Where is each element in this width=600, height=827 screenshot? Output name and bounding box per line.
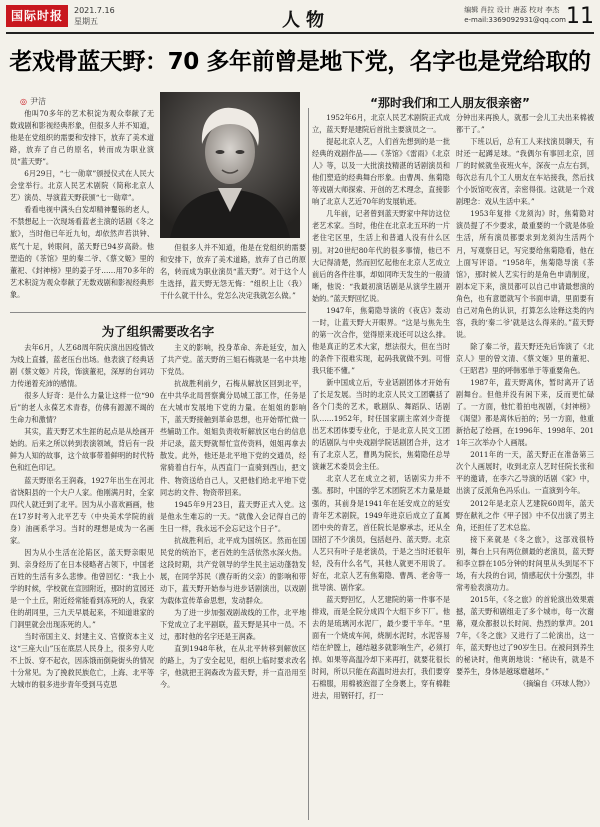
paragraph: 直到1948年秋，在从北平转移到解放区的路上，为了安全起见，组织上临时要求改名字，他就把王润森改为蓝天野，并一直沿用至今。 xyxy=(160,644,306,690)
paragraph: 主义的影响，投身革命、奔赴延安，加入了共产党。蓝天野的三姐石梅就是一名中共地下党员。 xyxy=(160,343,306,377)
editor-credits: 编辑 肖拉 设计 唐蕊 校对 李杰 xyxy=(464,6,560,14)
issue-date: 2021.7.16 xyxy=(74,6,115,15)
section-divider xyxy=(10,312,306,313)
paragraph: 提起北京人艺，人们首先想到的是一批经典的戏剧作品——《茶馆》《雷雨》《北京人》等，以及一大批演技精湛的话剧演员和他们塑造的经典舞台形象。由曹禺、焦菊隐等戏剧大师探索、开创的艺术理念，直接影响了北京人艺近70年的发展轨迹。 xyxy=(312,137,450,207)
paragraph: 分钟出来再换人，就那一会儿工夫出来棉被都干了。” xyxy=(456,113,594,135)
byline xyxy=(20,96,46,107)
article-column-2b xyxy=(160,342,306,822)
article-column-1b xyxy=(10,342,154,822)
newspaper-logo: 国际时报 xyxy=(6,5,68,27)
paragraph: 1952年6月，北京人民艺术剧院正式成立，蓝天野是建院后首批主要演员之一。 xyxy=(312,113,450,135)
issue-weekday: 星期五 xyxy=(74,17,98,26)
paragraph: 几年前，记者曾到蓝天野家中拜访这位老艺术家。当时，他住在北京北五环的一片老住宅区里，生活上和普通人没有什么区别。对20世纪80年代的很多事情，他已不大记得清楚，然而回忆起他在北京人艺成立前后的各件往事，却如同昨天发生的一般清晰，他说：“我最初演话剧是从演学生剧开始的。”蓝天野回忆说。 xyxy=(312,209,450,303)
paragraph: 1953年复排《龙须沟》时，焦菊隐对演员提了不少要求，最重要的一个就是体验生活，所有演员都要求到龙须沟生活两个月，写观察日记，写完要给焦菊隐看，他在上面写评语。“1958年，焦菊隐导演《茶馆》，那时候人艺实行的是角色申请制度，剧本定下来，演员都可以自己申请最想演的角色，也有意愿就写个书面申请，里面要有自己对角色的认识，打算怎么诠释这类的内容，我的‘秦二爷’就是这么得来的。”蓝天野说。 xyxy=(456,209,594,339)
paragraph: 接下来就是《冬之旅》，这部戏很特别，舞台上只有两位颜最的老演员，蓝天野和李立群在105分钟的时间里从头到尾不下场，有大段的台词，情感起伏十分强烈，非常考验表演功力。 xyxy=(456,534,594,592)
paragraph: 蓝天野原名王润森，1927年出生在河北省饶阳县的一个大户人家。他刚满月时，全家四代人就迁到了北平。因为从小喜欢画画，他在17岁时考入北平艺专（中央美术学院的前身）油画系学习。当时的理想是成为一名画家。 xyxy=(10,475,154,545)
paragraph: 1987年，蓝天野离休，暂时离开了话剧舞台。但他并没有闲下来，反而更忙碌了。一方面，他忙着拍电视剧，《封神榜》《渴望》都是离休后拍的；另一方面，他重新拾起了绘画，在1996年、1998年、2011年三次举办个人画展。 xyxy=(456,378,594,448)
paragraph: 抗战胜利前夕，石梅从解放区回到北平，在中共华北局晋察冀分局城工部工作，任务是在大城市发展地下党的力量。在姐姐的影响下，蓝天野接触到革命思想，也开始帮忙做一些辅助工作。姐姐负责收听解放区电台的信息并记录，蓝天野就帮忙宣传资料，姐姐再拿去散发。此外，他还是北平地下党的交通员，经常骑着自行车，从西直门一直骑到西山，把文件、物资送给自己人，又把他们给北平地下党同志的文件、物资带回来。 xyxy=(160,379,306,497)
section-heading: 为了组织需要改名字 xyxy=(101,324,215,339)
paragraph: 抗战胜利后，北平成为国统区。然而在国民党的统治下，老百姓的生活依然水深火热。这段时期，共产党领导的学生民主运动蓬勃发展，在同学苏民（濮存昕的父亲）的影响和带动下，蓝天野开始参与进步话剧演出，以戏剧为载体宣传革命思想，发动群众。 xyxy=(160,535,306,605)
paragraph: 下班以后，总有工人来找演员聊天，有时还一起蹲足球。“我偶尔有事回北京，回厂的时候就坐夜班火车，深夜一点左右到，每次总有几个工人朋友在车站接我，然后找个小饭馆吃夜宵，亲密得很。这就是一个戏剧理念：戏从生活中来。” xyxy=(456,137,594,207)
paragraph: 为了进一步加强戏剧战线的工作，北平地下党成立了北平剧联，蓝天野是其中一员。不过，那时他的名字还是王润森。 xyxy=(160,608,306,642)
article-column-4 xyxy=(456,112,594,822)
column-divider xyxy=(308,108,309,820)
paragraph: 2012年是北京人艺建院60周年，蓝天野在献礼之作《甲子园》中不仅出演了男主角，还担任了艺术总监。 xyxy=(456,498,594,532)
paragraph: 2015年，《冬之旅》的首轮演出效果震撼，蓝天野和剧组走了多个城市，每一次谢幕，观众都报以长时间、热烈的掌声。2017年，《冬之旅》又进行了二轮演出，这一年，蓝天野也过了90岁生日。在被问到养生的秘诀时，他爽朗地说：“秘诀有，就是不要养生，身体是越琢磨越坏。” xyxy=(456,594,594,677)
portrait-image xyxy=(160,92,300,238)
paragraph: 北京人艺在成立之初，话剧实力并不强。那时，中国的学艺术团院艺术力量是最强的，其前身是1941年在延安成立的延安青年艺术剧院，1949年进京后成立了直属团中央的青艺，首任院长是廖承志，还从全国招了不少演员，包括赵丹、蓝天野。北京人艺只有叶子是老演员，于是之当时还很年轻，没有什么名气，其他人就更不用说了。好在，北京人艺有焦菊隐、曹禺、老舍等一批导演、剧作家。 xyxy=(312,474,450,592)
article-column-3 xyxy=(312,112,450,822)
paragraph: 当时帝国主义、封建主义、官僚资本主义这“三座大山”压在底层人民身上，很多穷人吃不上饭、穿不起衣，因冻饿而倒毙街头的情况十分常见。为了挽救民族危亡，上海、北平等大城市的很多进步青年受到马克思 xyxy=(10,632,154,690)
byline-author: 尹洁 xyxy=(29,97,46,106)
paragraph: 新中国成立后，专业话剧团体才开始有了长足发展。当时的北京人民文工团囊括了各个门类的艺术，歌剧队、舞蹈队、话剧队……1952年，时任国家副主席刘少奇提出艺术团体要专业化，于是北京人民文工团的话剧队与中央戏剧学院话剧团合并，这才有了北京人艺，曹禺为院长，焦菊隐任总导演兼艺术委员会主任。 xyxy=(312,378,450,472)
editor-email: e-mail:3369092931@qq.com xyxy=(464,16,566,24)
article-column-1 xyxy=(10,108,154,299)
portrait-photo xyxy=(160,92,300,238)
paragraph: 蓝天野回忆，人艺建院的第一件事不是排戏，而是全院分成四个大组下乡下厂。他去的是琉璃河水泥厂，最少要干半年。“里面有一个烧成车间，烧制水泥时，水泥容易结在炉膛上，越结越多就影响生产，必须打掉。如果等高温冷却下来再打，就要花很长时间，所以只能在高温时进去打，我们要穿石棉服，用棉被泡湿了全身裹上，穿有棉鞋进去，用钢钎打，打一 xyxy=(312,594,450,701)
paragraph: 1945年9月23日，蓝天野正式入党。这是他永生难忘的一天。“就像入会记得自己的生日一样，我永远不会忘记这个日子”。 xyxy=(160,499,306,533)
page-header xyxy=(6,4,594,34)
section-name: 人物 xyxy=(282,10,330,31)
paragraph: 他叫70多年的艺术积淀为观众奉献了无数戏剧和影视经典形象，但很多人并不知道，他是在党组织的需要和安排下，放弃了美术道路，放弃了自己的原名，转而成为职业演员“蓝天野”。 xyxy=(10,109,154,167)
headline: 老戏骨蓝天野：70 多年前曾是地下党，名字也是党给取的 xyxy=(9,49,591,75)
paragraph: 6月29日，“七一勋章”颁授仪式在人民大会堂举行。北京人民艺术剧院（简称北京人艺）演员、导演蓝天野获颁“七一勋章”。 xyxy=(10,169,154,203)
paragraph: 看看电视中满头白发却精神矍铄的老人，不禁想起上一次现场看蓝老主演的话剧《冬之旅》，当时他已年近九旬，却依然声若洪钟、底气十足，转眼间，蓝天野已94岁高龄。他塑造的《茶馆》里的秦二爷、《蔡文姬》里的董祀、《封神榜》里的姜子牙……用70多年的艺术积淀为观众奉献了无数戏剧和影视经典形象。 xyxy=(10,205,154,299)
paragraph: 去年6月，人艺68周年院庆演出因疫情改为线上直播，蓝老压台出场。他表演了经典话剧《蔡文姬》片段，饰演董祀，深厚的台词功力传递着充沛的感情。 xyxy=(10,343,154,389)
paragraph: 其实，蓝天野艺术生涯的起点是从绘画开始的。后来之所以转到表演领域，背后有一段鲜为人知的故事，这个故事带着鲜明的时代特色和红色印记。 xyxy=(10,427,154,473)
paragraph: 2011年的一天，蓝天野正在准备第三次个人画展时，收到北京人艺时任院长张和平的邀请，在李六乙导演的话剧《家》中，出演了反派角色冯乐山。一直演到今年。 xyxy=(456,450,594,496)
paragraph: 因为从小生活在沦陷区，蓝天野亲眼见到、亲身经历了在日本侵略者占领下，中国老百姓的生活有多么悲惨。他曾回忆：“我上小学的时候，学校就在宣园附近，那时的宣园还是一个土丘，附近经常能看到冻死的人，我家住的胡同里，三九天早晨起来，不知道谁家的门洞里就会出现冻死的人。” xyxy=(10,547,154,630)
article-column-2 xyxy=(160,242,306,308)
page-number: 11 xyxy=(566,4,594,29)
paragraph: 除了秦二爷，蓝天野还先后饰演了《北京人》里的曾文清、《蔡文姬》里的董祀、《王昭君》里的呼韩邪单于等重要角色。 xyxy=(456,341,594,375)
editor-info xyxy=(464,5,566,25)
issue-date-block xyxy=(74,5,115,27)
paragraph: 1947年，焦菊隐导演的《夜店》轰动一时，让蓝天野大开眼界。“这是与焦先生的第一次合作，觉得原来戏还可以这么排。他是真正的艺术大家，想法很大，但在当时的条件下很难实现，起码我就做不到。可惜我只能不懂。” xyxy=(312,305,450,375)
paragraph: 但很多人并不知道，他是在党组织的需要和安排下，放弃了美术道路，放弃了自己的原名，转而成为职业演员“蓝天野”。对于这个人生选择，蓝天野无怨无悔：“组织上让（我）干什么就干什么，党怎么决定我就怎么做。” xyxy=(160,243,306,301)
byline-mark: ◎ xyxy=(20,97,27,106)
source-credit: （摘编自《环球人物》） xyxy=(519,679,594,689)
subheading-quote: “那时我们和工人朋友很亲密” xyxy=(370,96,530,110)
paragraph: 很多人好奇：是什么力量让这样一位“90后”的老人永葆艺术青春，仿佛有源源不竭的生命力和激情？ xyxy=(10,391,154,425)
